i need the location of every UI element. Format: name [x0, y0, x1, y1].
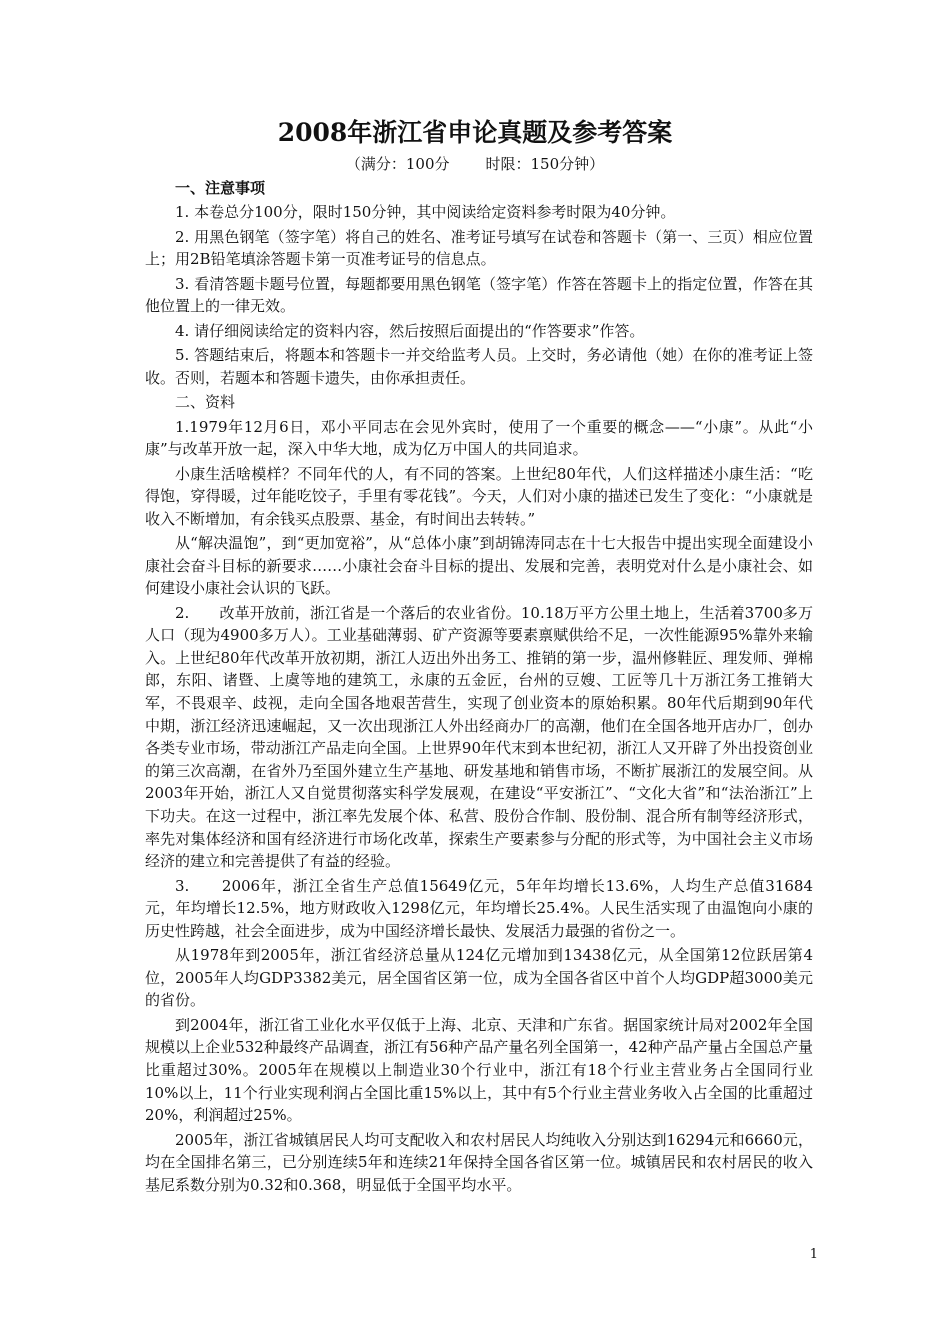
time-info: 时限：150分钟）	[485, 155, 605, 173]
material-paragraph: 1.1979年12月6日，邓小平同志在会见外宾时，使用了一个重要的概念——“小康”。从此“小康”与改革开放一起，深入中华大地，成为亿万中国人的共同追求。	[145, 417, 813, 459]
material-paragraph: 2. 改革开放前，浙江省是一个落后的农业省份。10.18万平方公里土地上，生活着3700多万人口（现为4900多万人）。工业基础薄弱、矿产资源等要素禀赋供给不足，一次性能源95%靠外来输入。上世纪80年代改革开放初期，浙江人迈出外出务工、推销的第一步，温州修鞋匠、理发师、弹棉郎，东阳、诸暨、上虞等地的建筑工，永康的五金匠，台州的豆嫂、工匠等几十万浙江务工推销大军，不畏艰辛、歧视，走向全国各地艰苦营生，实现了创业资本的原始积累。80年代后期到90年代中期，浙江经济迅速崛起，又一次出现浙江人外出经商办厂的高潮，他们在全国各地开店办厂，创办各类专业市场，带动浙江产品走向全国。上世界90年代末到本世纪初，浙江人又开辟了外出投资创业的第三次高潮，在省外乃至国外建立生产基地、研发基地和销售市场，不断扩展浙江的发展空间。从2003年开始，浙江人又自觉贯彻落实科学发展观，在建设“平安浙江”、“文化大省”和“法治浙江”上下功夫。在这一过程中，浙江率先发展个体、私营、股份合作制、股份制、混合所有制等经济形式，率先对集体经济和国有经济进行市场化改革，探索生产要素参与分配的形式等，为中国社会主义市场经济的建立和完善提供了有益的经验。	[145, 603, 813, 871]
material-paragraph: 从“解决温饱”，到“更加宽裕”，从“总体小康”到胡锦涛同志在十七大报告中提出实现全面建设小康社会奋斗目标的新要求……小康社会奋斗目标的提出、发展和完善，表明党对什么是小康社会、如何建设小康社会认识的飞跃。	[145, 534, 813, 598]
notes-item: 1. 本卷总分100分，限时150分钟，其中阅读给定资料参考时限为40分钟。	[175, 203, 676, 222]
notes-item: 2. 用黑色钢笔（签字笔）将自己的姓名、准考证号填写在试卷和答题卡（第一、三页）相应位置上；用2B铅笔填涂答题卡第一页准考证号的信息点。	[145, 227, 813, 269]
notes-heading: 一、注意事项	[175, 179, 266, 197]
notes-item: 3. 看清答题卡题号位置，每题都要用黑色钢笔（签字笔）作答在答题卡上的指定位置，作答在其他位置上的一律无效。	[145, 274, 813, 316]
material-paragraph: 3. 2006年，浙江全省生产总值15649亿元，5年年均增长13.6%，人均生产总值31684元，年均增长12.5%，地方财政收入1298亿元，年均增长25.4%。人民生活实现了由温饱向小康的历史性跨越，社会全面进步，成为中国经济增长最快、发展活力最强的省份之一。	[145, 876, 813, 940]
score-info: （满分：100分	[345, 155, 450, 173]
document-title: 2008年浙江省申论真题及参考答案	[277, 118, 673, 147]
materials-heading: 二、资料	[175, 393, 236, 412]
notes-item: 5. 答题结束后，将题本和答题卡一并交给监考人员。上交时，务必请他（她）在你的准考证上签收。否则，若题本和答题卡遗失，由你承担责任。	[145, 346, 813, 387]
material-paragraph: 小康生活啥模样？不同年代的人，有不同的答案。上世纪80年代，人们这样描述小康生活：“吃得饱，穿得暖，过年能吃饺子，手里有零花钱”。今天，人们对小康的描述已发生了变化：“小康就是收入不断增加，有余钱买点股票、基金，有时间出去转转。”	[145, 464, 813, 528]
document-body	[145, 177, 813, 1198]
material-paragraph: 2005年，浙江省城镇居民人均可支配收入和农村居民人均纯收入分别达到16294元和6660元，均在全国排名第三，已分别连续5年和连续21年保持全国各省区第一位。城镇居民和农村居民的收入基尼系数分别为0.32和0.368，明显低于全国平均水平。	[145, 1130, 813, 1194]
material-paragraph: 从1978年到2005年，浙江省经济总量从124亿元增加到13438亿元，从全国第12位跃居第4位，2005年人均GDP3382美元，居全国省区第一位，成为全国各省区中首个人均GDP超3000美元的省份。	[145, 946, 813, 1010]
material-paragraph: 到2004年，浙江省工业化水平仅低于上海、北京、天津和广东省。据国家统计局对2002年全国规模以上企业532种最终产品调查，浙江有56种产品产量名列全国第一，42种产品产量占全国总产量比重超过30%。2005年在规模以上制造业30个行业中，浙江有18个行业主营业务占全国同行业10%以上，11个行业实现利润占全国比重15%以上，其中有5个行业主营业务收入占全国的比重超过20%，利润超过25%。	[145, 1015, 813, 1125]
page-number: 1	[809, 1247, 818, 1262]
exam-subtitle	[0, 153, 950, 175]
notes-item: 4. 请仔细阅读给定的资料内容，然后按照后面提出的“作答要求”作答。	[175, 321, 645, 340]
